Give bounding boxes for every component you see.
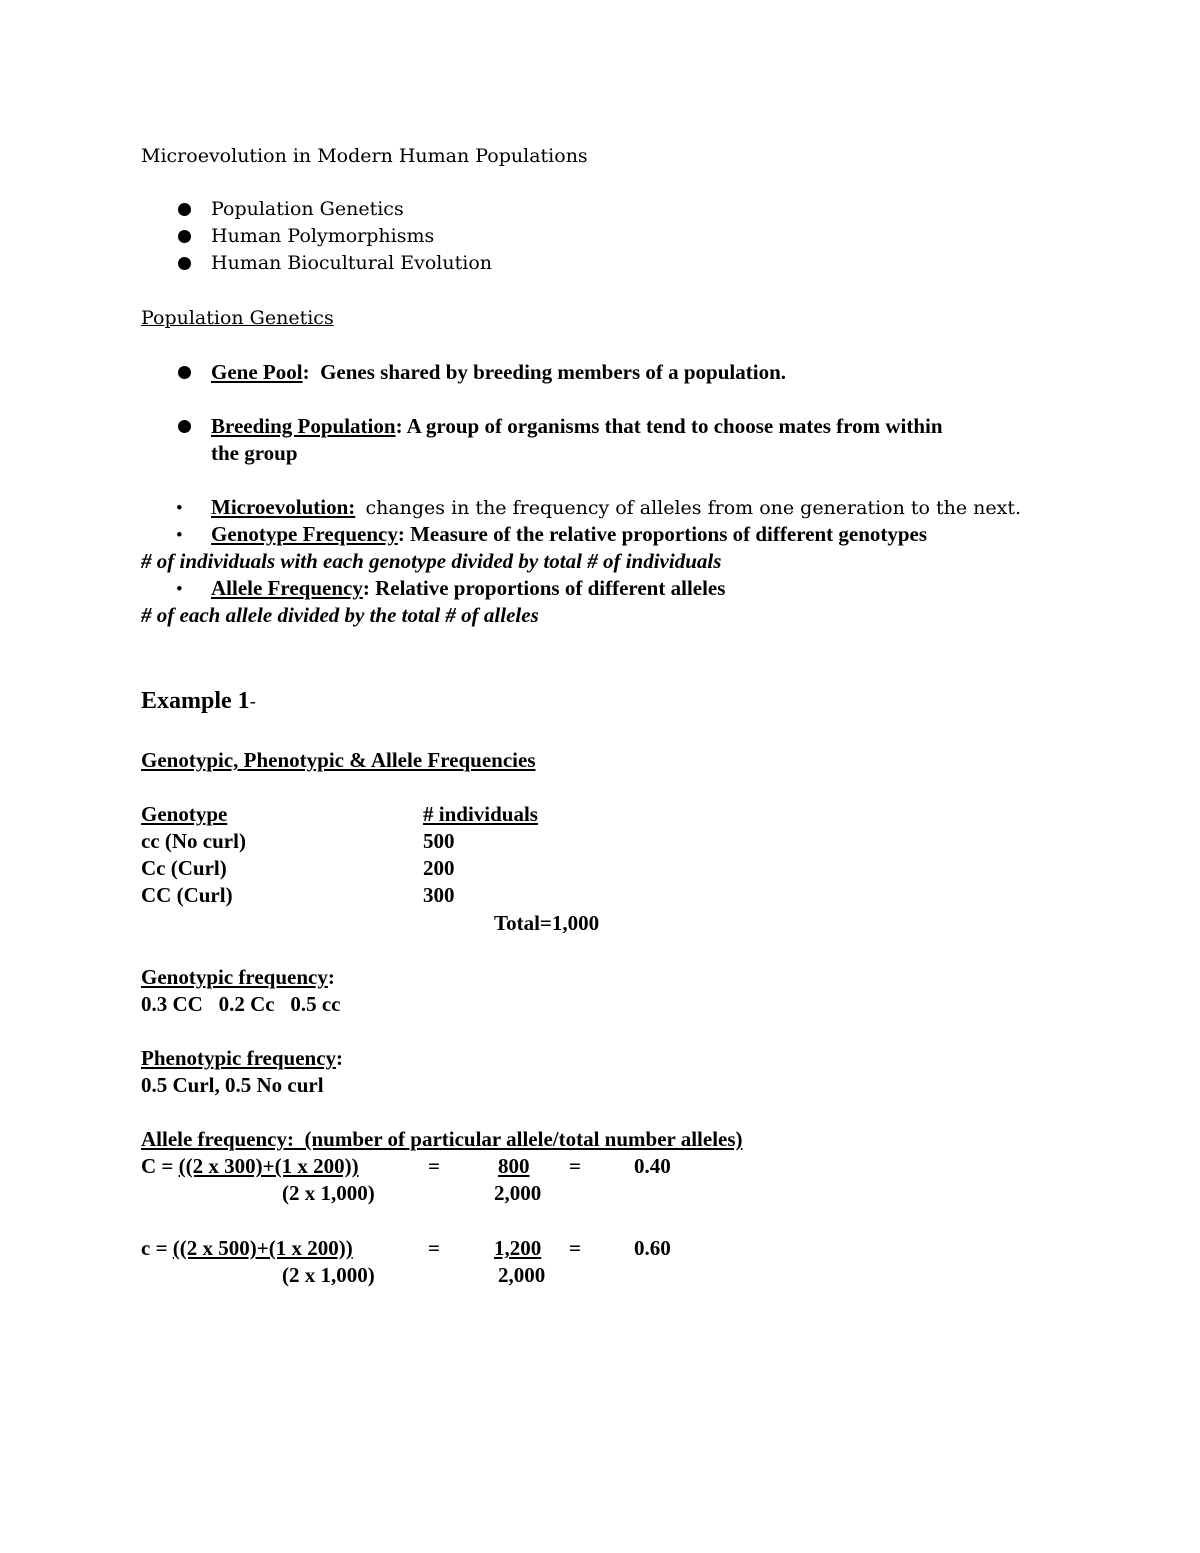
allele-c-equation	[141, 1238, 353, 1259]
genotype-frequency-text: : Measure of the relative proportions of different genotypes	[397, 522, 928, 546]
allele-c-denominator: (2 x 1,000)	[282, 1263, 375, 1287]
genotype-frequency-formula: # of individuals with each genotype divided by total # of individuals	[141, 549, 722, 573]
overview-bullet-text: Population Genetics	[211, 198, 404, 220]
allele-c-fraction-denominator: 2,000	[498, 1263, 546, 1287]
table-header-genotype: Genotype	[141, 802, 228, 826]
microevolution-definition	[211, 497, 1021, 518]
allele-frequency-definition	[211, 578, 725, 599]
allele-C-numerator: ((2 x 300)+(1 x 200))	[178, 1154, 359, 1178]
microevolution-text: changes in the frequency of alleles from one generation to the next.	[365, 497, 1022, 519]
table-header-individuals: # individuals	[423, 802, 538, 826]
allele-frequency-heading: Allele frequency: (number of particular allele/total number alleles)	[141, 1127, 743, 1151]
small-bullet-icon: •	[176, 579, 183, 600]
gene-pool-definition	[211, 362, 786, 383]
bullet-icon	[178, 420, 191, 433]
equals-sign: =	[569, 1154, 581, 1178]
section-heading: Population Genetics	[141, 307, 334, 329]
table-total: Total=1,000	[494, 911, 600, 935]
table-cell-genotype: cc (No curl)	[141, 829, 246, 853]
allele-C-prefix: C =	[141, 1154, 179, 1178]
example-heading-text: Example 1	[141, 688, 250, 714]
allele-C-fraction-numerator: 800	[498, 1154, 530, 1178]
allele-C-equation	[141, 1156, 359, 1177]
allele-c-numerator: ((2 x 500)+(1 x 200))	[172, 1236, 353, 1260]
phenotypic-frequency-label	[141, 1048, 343, 1069]
genotypic-frequency-value: 0.3 CC 0.2 Cc 0.5 cc	[141, 992, 341, 1016]
breeding-population-term: Breeding Population	[211, 414, 396, 438]
phenotypic-frequency-label-text: Phenotypic frequency	[141, 1046, 337, 1070]
phenotypic-frequency-value: 0.5 Curl, 0.5 No curl	[141, 1073, 324, 1097]
table-cell-count: 300	[423, 883, 455, 907]
gene-pool-colon: :	[302, 360, 310, 384]
genotypic-frequency-label-text: Genotypic frequency	[141, 965, 328, 989]
allele-c-fraction-numerator: 1,200	[494, 1236, 542, 1260]
allele-C-denominator: (2 x 1,000)	[282, 1181, 375, 1205]
breeding-population-definition	[211, 416, 943, 437]
allele-c-result: 0.60	[634, 1236, 671, 1260]
example-heading-suffix: -	[249, 691, 257, 713]
document-title: Microevolution in Modern Human Populations	[141, 145, 588, 167]
gene-pool-text: Genes shared by breeding members of a population.	[320, 360, 787, 384]
genotypic-frequency-label	[141, 967, 335, 988]
allele-frequency-text: : Relative proportions of different alleles	[362, 576, 726, 600]
allele-C-fraction-denominator: 2,000	[494, 1181, 542, 1205]
genotypic-frequency-colon: :	[327, 965, 335, 989]
equals-sign: =	[428, 1236, 440, 1260]
overview-bullet-text: Human Biocultural Evolution	[211, 252, 493, 274]
bullet-icon	[178, 257, 191, 270]
genotype-frequency-definition	[211, 524, 927, 545]
breeding-population-text-cont: the group	[211, 441, 298, 465]
allele-frequency-formula: # of each allele divided by the total # of alleles	[141, 603, 539, 627]
small-bullet-icon: •	[176, 525, 183, 546]
genotype-frequency-term: Genotype Frequency	[211, 522, 398, 546]
allele-frequency-term: Allele Frequency	[211, 576, 363, 600]
microevolution-term: Microevolution:	[211, 495, 356, 519]
equals-sign: =	[569, 1236, 581, 1260]
table-cell-count: 500	[423, 829, 455, 853]
allele-c-prefix: c =	[141, 1236, 173, 1260]
bullet-icon	[178, 366, 191, 379]
example-subheading: Genotypic, Phenotypic & Allele Frequencies	[141, 748, 536, 772]
gene-pool-term: Gene Pool	[211, 360, 303, 384]
equals-sign: =	[428, 1154, 440, 1178]
breeding-population-text: : A group of organisms that tend to choose mates from within	[395, 414, 943, 438]
overview-bullet-text: Human Polymorphisms	[211, 225, 435, 247]
allele-C-result: 0.40	[634, 1154, 671, 1178]
table-cell-genotype: Cc (Curl)	[141, 856, 227, 880]
bullet-icon	[178, 203, 191, 216]
example-heading	[141, 689, 256, 713]
table-cell-genotype: CC (Curl)	[141, 883, 233, 907]
small-bullet-icon: •	[176, 498, 183, 519]
bullet-icon	[178, 230, 191, 243]
phenotypic-frequency-colon: :	[336, 1046, 344, 1070]
table-cell-count: 200	[423, 856, 455, 880]
